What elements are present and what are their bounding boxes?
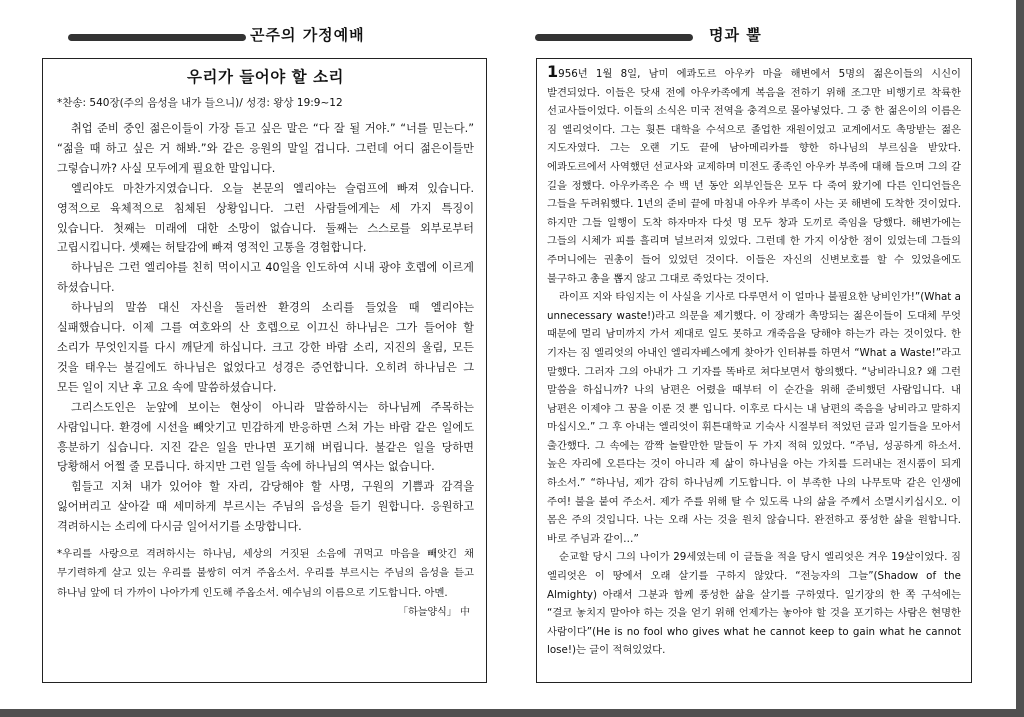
- sermon-box: [42, 58, 487, 683]
- sermon-prayer: [57, 545, 475, 619]
- prayer-text: *우리를 사랑으로 격려하시는 하나님, 세상의 거짓된 소음에 귀먹고 마음을 빼앗긴 채 무기력하게 살고 있는 우리를 불쌍히 여겨 주옵소서. 우리를 부르시는 주님의 음성을 듣고 하나님 앞에 더 가까이 나아가게 인도해 주옵소서. 예수님의 이름으로 기도합니다. 아멘.: [57, 548, 475, 599]
- left-header-title: 곤주의 가정예배: [250, 26, 365, 44]
- right-header: [535, 24, 935, 50]
- sermon-source: 「하늘양식」 中: [398, 607, 470, 619]
- sermon-paragraph: 취업 준비 중인 젊은이들이 가장 듣고 싶은 말은 “다 잘 될 거야.” “너를 믿는다.” “젊을 때 하고 싶은 거 해봐.”와 같은 응원의 말일 겁니다. 그런데 어디 젊은이들만 그렇습니까? 사실 모두에게 필요한 말입니다.: [57, 122, 474, 175]
- sermon-paragraph: 하나님의 말씀 대신 자신을 둘러싼 환경의 소리를 들었을 때 엘리야는 실패했습니다. 이제 그를 여호와의 산 호렙으로 이끄신 하나님은 그가 들어야 할 소리가 무엇인지를 다시 깨닫게 하십니다. 크고 강한 바람 소리, 지진의 울림, 모든 것을 태우는 불길에도 하나님은 없었다고 성경은 증언합니다. 오히려 하나님은 그 모든 일이 지난 후 고요 속에 말씀하셨습니다.: [57, 301, 474, 394]
- story-paragraph: 순교할 당시 그의 나이가 29세였는데 이 글들을 적을 당시 엘리엇은 겨우 19살이었다. 짐 엘리엇은 이 땅에서 오래 살기를 구하지 않았다. “전능자의 그늘”(Shadow of the Almighty) 아래서 그분과 함께 풍성한 삶을 살기를 구하였다. 일기장의 한 쪽 구석에는 “결코 놓치지 말아야 하는 것을 얻기 위해 언제가는 놓아야 할 것을 포기하는 사람은 현명한 사람이다”(He is no fool who gives what he cannot keep to gain what he cannot lose!)는 글이 적혀있었다.: [547, 551, 961, 657]
- sermon-paragraph: 그리스도인은 눈앞에 보이는 현상이 아니라 말씀하시는 하나님께 주목하는 사람입니다. 환경에 시선을 빼앗기고 민감하게 반응하면 스쳐 가는 바람 같은 일에도 흥분하기 십습니다. 지진 같은 일을 만나면 포기해 버립니다. 불같은 일을 당하면 당황해서 어쩔 줄 모릅니다. 하지만 그런 일들 속에 하나님의 역사는 없습니다.: [57, 400, 474, 474]
- left-header: [60, 24, 520, 50]
- sermon-title: 우리가 들어야 할 소리: [187, 68, 344, 86]
- story-paragraph: [547, 62, 961, 288]
- left-header-bar: [68, 34, 246, 41]
- sermon-meta: *찬송: 540장(주의 음성을 내가 들으니)/ 성경: 왕상 19:9~12: [57, 97, 343, 109]
- story-paragraph: 라이프 지와 타임지는 이 사실을 기사로 다루면서 이 얼마나 불필요한 낭비인가!”(What a unnecessary waste!)라고 의문을 제기했다. 이 장래가 촉망되는 젊은이들이 도대체 무엇 때문에 멀리 남미까지 가서 제대로 일도 못하고 개죽음을 당해야 하는가 라는 것이었다. 한 기자는 짐 엘리엇의 아내인 엘리자베스에게 찾아가 인터뷰를 하면서 “What a Waste!”라고 말했다. 그러자 그의 아내가 그 기자를 똑바로 쳐다보면서 항의했다. “낭비라니요? 왜 그런 말씀을 하십니까? 나의 남편은 어렸을 때부터 이 순간을 위해 준비했던 사람입니다. 내 남편은 이제야 그 꿈을 이룬 것 뿐 입니다. 이후로 다시는 내 남편의 죽음을 낭비라고 말하지 마십시오.” 그 후 아내는 엘리엇이 휘튼대학교 기숙사 시절부터 적었던 글과 일기들을 모아서 출간했다. 그 속에는 깜짝 놀랄만한 말들이 두 가지 적혀 있었다. “주님, 성공하게 하소서. 높은 자리에 오른다는 것이 아니라 제 삶이 하나님을 아는 가치를 드러내는 전시품이 되게 하소서.” “하나님, 제가 감히 하나님께 기도합니다. 이 부족한 나의 나무토막 같은 인생에 주여! 불을 붙여 주소서. 제가 주를 위해 탈 수 있도록 나의 삶을 주께서 소멸시키십시오. 이 몸은 주의 것입니다. 나는 오래 사는 것을 원치 않습니다. 완전하고 풍성한 삶을 원합니다. 바로 주님과 같이…”: [547, 291, 961, 545]
- right-header-title: 명과 뿔: [709, 26, 762, 44]
- story-dropcap: 1: [547, 62, 559, 81]
- story-box: [536, 58, 972, 683]
- right-header-bar: [535, 34, 693, 41]
- sermon-paragraph: 힘들고 지쳐 내가 있어야 할 자리, 감당해야 할 사명, 구원의 기쁨과 감격을 잃어버리고 살아갈 때 세미하게 부르시는 주님의 음성을 듣기 원합니다. 응원하고 격려하시는 소리에 다시금 일어서기를 소망합니다.: [57, 480, 474, 534]
- sermon-paragraph: 하나님은 그런 엘리야를 친히 먹이시고 40일을 인도하여 시내 광야 호렙에 이르게 하셨습니다.: [57, 261, 474, 295]
- story-paragraph-text: 956년 1월 8일, 남미 에콰도르 아우카 마을 해변에서 5명의 젊은이들의 시신이 발견되었다. 이들은 닷새 전에 아우카족에게 복음을 전하기 위해 조그만 비행기로 착륙한 선교사들이었다. 이들의 소식은 미국 전역을 충격으로 몰아넣었다. 그 중 한 젊은이의 이름은 짐 엘리엇이다. 그는 휫튼 대학을 수석으로 졸업한 재원이었고 교계에서도 촉망받는 젊은 지도자였다. 그는 오랜 기도 끝에 남아메리카를 향한 하나님의 부르심을 받았다. 에콰도르에서 사역했던 선교사와 교제하며 미전도 종족인 아우카 부족에 대해 들으며 그의 갈 길을 정했다. 아우카족은 수 백 년 동안 외부인들은 모두 다 죽여 왔기에 다른 인디언들은 그들을 두려워했다. 1년의 준비 끝에 마침내 아우카 부족이 사는 곳 해변에 도착한 것이었다. 하지만 그들 일행이 도착 하자마자 다섯 명 모두 창과 도끼로 죽임을 당했다. 해변가에는 그들의 시체가 피를 흘리며 널브러져 있었다. 그런데 한 가지 이상한 점이 있었는데 그들의 주머니에는 권총이 들어 있었던 것이다. 이들은 자신의 신변보호를 할 수 있었을에도 불구하고 총을 뽑지 않고 그대로 죽었다는 것이다.: [547, 68, 961, 285]
- sermon-paragraph: 엘리야도 마찬가지였습니다. 오늘 본문의 엘리야는 슬럼프에 빠져 있습니다. 영적으로 육체적으로 침체된 상황입니다. 그런 사람들에게는 세 가지 특징이 있습니다. 첫째는 미래에 대한 소망이 없습니다. 둘째는 스스로를 외부로부터 고립시킵니다. 셋째는 허탈감에 빠져 영적인 고통을 경험합니다.: [57, 181, 474, 255]
